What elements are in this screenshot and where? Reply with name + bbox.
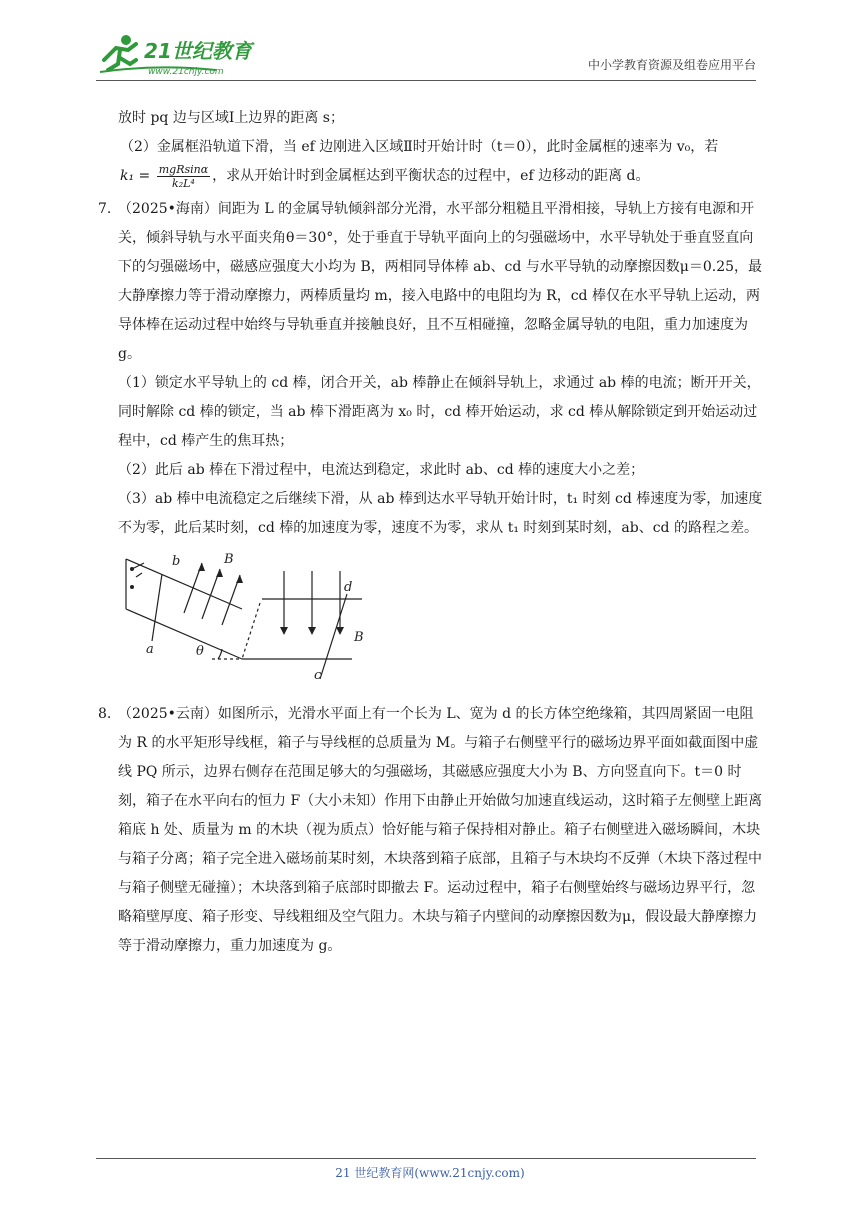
label-d: d <box>344 580 353 595</box>
logo-url: www.21cnjy.com <box>148 67 224 77</box>
platform-name: 中小学教育资源及组卷应用平台 <box>587 58 756 72</box>
label-c: c <box>314 668 322 679</box>
problem-8 <box>98 700 764 961</box>
document-body <box>98 104 764 961</box>
label-b: b <box>172 554 181 569</box>
sub-question-2: （2）此后 ab 棒在下滑过程中，电流达到稳定，求此时 ab、cd 棒的速度大小之差； <box>118 462 645 478</box>
label-a: a <box>146 642 154 657</box>
problem-number: 8. <box>98 706 112 722</box>
page-header <box>96 26 756 82</box>
problem-stem: （2025•云南）如图所示，光滑水平面上有一个长为 L、宽为 d 的长方体空绝缘箱，其四周紧固一电阻为 R 的水平矩形导线框，箱子与导线框的总质量为 M。与箱子右侧壁平行的磁场边界平面如截面图中虚线 PQ 所示，边界右侧存在范围足够大的匀强磁场，其磁感应强度大小为 B、方向竖直向下。t＝0 时刻，箱子在水平向右的恒力 F（大小未知）作用下由静止开始做匀加速直线运动，这时箱子左侧壁上距离箱底 h 处、质量为 m 的木块（视为质点）恰好能与箱子保持相对静止。箱子右侧壁进入磁场瞬间，木块与箱子分离；箱子完全进入磁场前某时刻，木块落到箱子底部，且箱子与木块均不反弹（木块下落过程中与箱子侧壁无碰撞）；木块落到箱子底部时即撤去 F。运动过程中，箱子右侧壁始终与磁场边界平行，忽略箱壁厚度、箱子形变、导线粗细及空气阻力。木块与箱子内壁间的动摩擦因数为μ，假设最大静摩擦力等于滑动摩擦力，重力加速度为 g。 <box>118 706 763 954</box>
problem-7 <box>98 195 764 696</box>
prev-question-2: （2）金属框沿轨道下滑，当 ef 边刚进入区域Ⅱ时开始计时（t＝0），此时金属框的速率为 v₀，若 k₁ = $\frac{\text{mgRsinα}}{\text{k₂L⁴}}$ ，求从开始计时到金属框达到平衡状态的过程中，ef 边移动的距离 d。 <box>120 139 719 190</box>
sub-question-1: （1）锁定水平导轨上的 cd 棒，闭合开关，ab 棒静止在倾斜导轨上，求通过 ab 棒的电流；断开开关，同时解除 cd 棒的锁定，当 ab 棒下滑距离为 x₀ 时，cd 棒开始运动，求 cd 棒从解除锁定到开始运动过程中，cd 棒产生的焦耳热； <box>118 375 761 449</box>
label-B1: B <box>224 552 234 567</box>
sub-question-3: （3）ab 棒中电流稳定之后继续下滑，从 ab 棒到达水平导轨开始计时，t₁ 时刻 cd 棒速度为零，加速度不为零，此后某时刻，cd 棒的加速度为零，速度不为零，求从 t₁ 时刻到某时刻，ab、cd 的路程之差。 <box>118 491 763 536</box>
label-theta: θ <box>196 644 204 659</box>
problem-number: 7. <box>98 201 112 217</box>
logo-runner-icon <box>96 30 266 78</box>
rail-diagram <box>122 549 382 679</box>
label-B2: B <box>354 630 364 645</box>
prev-line: 放时 pq 边与区域Ⅰ上边界的距离 s； <box>118 110 344 126</box>
logo-text: 21世纪教育 <box>144 39 252 63</box>
header-divider <box>96 80 756 81</box>
footer-link[interactable]: 21 世纪教育网(www.21cnjy.com) <box>335 1166 525 1180</box>
problem-stem: （2025•海南）间距为 L 的金属导轨倾斜部分光滑，水平部分粗糙且平滑相接，导轨上方接有电源和开关，倾斜导轨与水平面夹角θ＝30°，处于垂直于导轨平面向上的匀强磁场中，水平导轨处于垂直竖直向下的匀强磁场中，磁感应强度大小均为 B，两相同导体棒 ab、cd 与水平导轨的动摩擦因数μ＝0.25，最大静摩擦力等于滑动摩擦力，两棒质量均 m，接入电路中的电阻均为 R，cd 棒仅在水平导轨上运动，两导体棒在运动过程中始终与导轨垂直并接触良好，且不互相碰撞，忽略金属导轨的电阻，重力加速度为 g。 <box>118 201 763 362</box>
footer-divider <box>96 1158 756 1159</box>
formula-fraction: $\frac{\text{mgRsinα}}{\text{k₂L⁴}}$ <box>158 162 209 190</box>
formula-k1: k₁ = <box>120 168 151 184</box>
site-logo[interactable] <box>96 30 266 78</box>
